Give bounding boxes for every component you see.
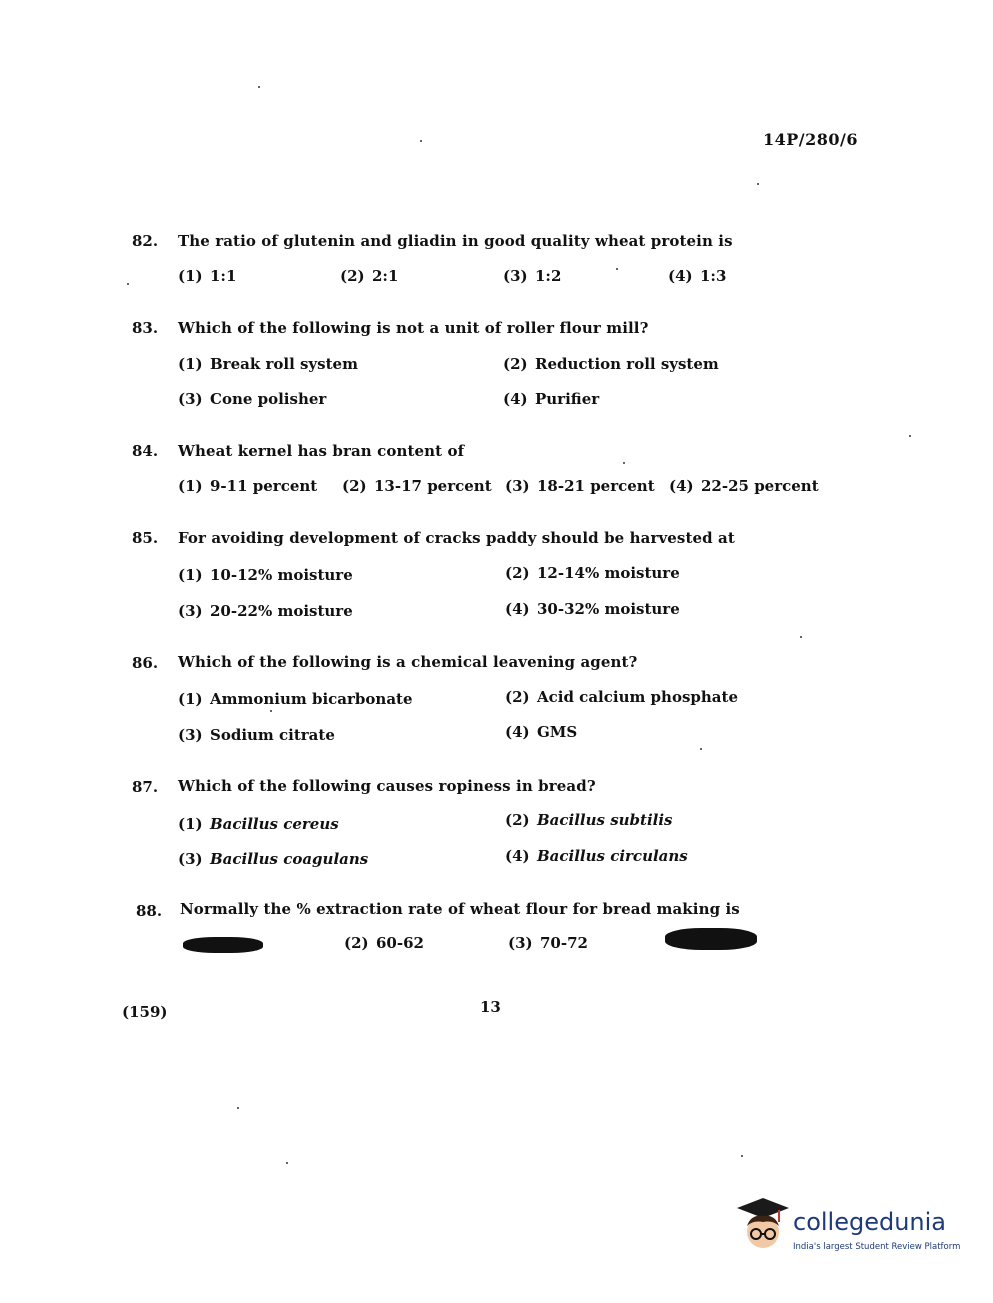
speck [237, 1107, 239, 1109]
option-2: (2) Bacillus subtilis [505, 811, 673, 829]
question-number: 87. [132, 778, 159, 796]
speck [909, 435, 911, 437]
mascot-icon [735, 1196, 791, 1254]
option-1: (1) 1:1 [178, 267, 237, 285]
speck [127, 283, 129, 285]
speck [623, 462, 625, 464]
option-4: (4) 30-32% moisture [505, 600, 680, 618]
option-4: (4) Bacillus circulans [505, 847, 688, 865]
option-2: (2) Acid calcium phosphate [505, 688, 738, 706]
ink-smudge [183, 937, 263, 953]
option-2: (2) 60-62 [344, 934, 424, 952]
question-text: The ratio of glutenin and gliadin in good quality wheat protein is [178, 232, 733, 250]
question-number: 83. [132, 319, 159, 337]
question-number: 85. [132, 529, 159, 547]
option-1: (1) Ammonium bicarbonate [178, 690, 413, 708]
option-1: (1) Break roll system [178, 355, 358, 373]
collegedunia-logo [735, 1196, 965, 1266]
page-number: 13 [480, 998, 501, 1016]
speck [420, 140, 422, 142]
question-text: For avoiding development of cracks paddy should be harvested at [178, 529, 735, 547]
question-text: Which of the following causes ropiness in bread? [178, 777, 596, 795]
option-4: (4) 22-25 percent [669, 477, 819, 495]
option-3: (3) 70-72 [508, 934, 588, 952]
option-4: (4) 1:3 [668, 267, 727, 285]
question-number: 84. [132, 442, 159, 460]
speck [741, 1155, 743, 1157]
question-text: Normally the % extraction rate of wheat flour for bread making is [180, 900, 740, 918]
speck [286, 1162, 288, 1164]
option-3: (3) Cone polisher [178, 390, 327, 408]
brand-tagline: India's largest Student Review Platform [793, 1242, 961, 1252]
speck [270, 710, 272, 712]
question-text: Which of the following is not a unit of roller flour mill? [178, 319, 649, 337]
option-3: (3) 18-21 percent [505, 477, 655, 495]
question-text: Which of the following is a chemical leavening agent? [178, 653, 638, 671]
option-3: (3) Bacillus coagulans [178, 850, 369, 868]
option-4: (4) Purifier [503, 390, 600, 408]
brand-name: collegedunia [793, 1208, 947, 1236]
option-2: (2) 13-17 percent [342, 477, 492, 495]
paper-code: 14P/280/6 [763, 130, 859, 149]
speck [700, 748, 702, 750]
option-2: (2) Reduction roll system [503, 355, 719, 373]
option-3: (3) Sodium citrate [178, 726, 335, 744]
question-text: Wheat kernel has bran content of [178, 442, 465, 460]
footer-code: (159) [122, 1003, 168, 1021]
question-number: 86. [132, 654, 159, 672]
speck [616, 268, 618, 270]
option-1: (1) Bacillus cereus [178, 815, 339, 833]
option-1: (1) 10-12% moisture [178, 566, 353, 584]
option-2: (2) 12-14% moisture [505, 564, 680, 582]
option-1: (1) 9-11 percent [178, 477, 318, 495]
option-3: (3) 20-22% moisture [178, 602, 353, 620]
speck [258, 86, 260, 88]
option-3: (3) 1:2 [503, 267, 562, 285]
ink-smudge [665, 928, 757, 950]
option-2: (2) 2:1 [340, 267, 399, 285]
question-number: 82. [132, 232, 159, 250]
speck [757, 183, 759, 185]
option-4: (4) GMS [505, 723, 578, 741]
question-number: 88. [136, 902, 163, 920]
speck [800, 636, 802, 638]
